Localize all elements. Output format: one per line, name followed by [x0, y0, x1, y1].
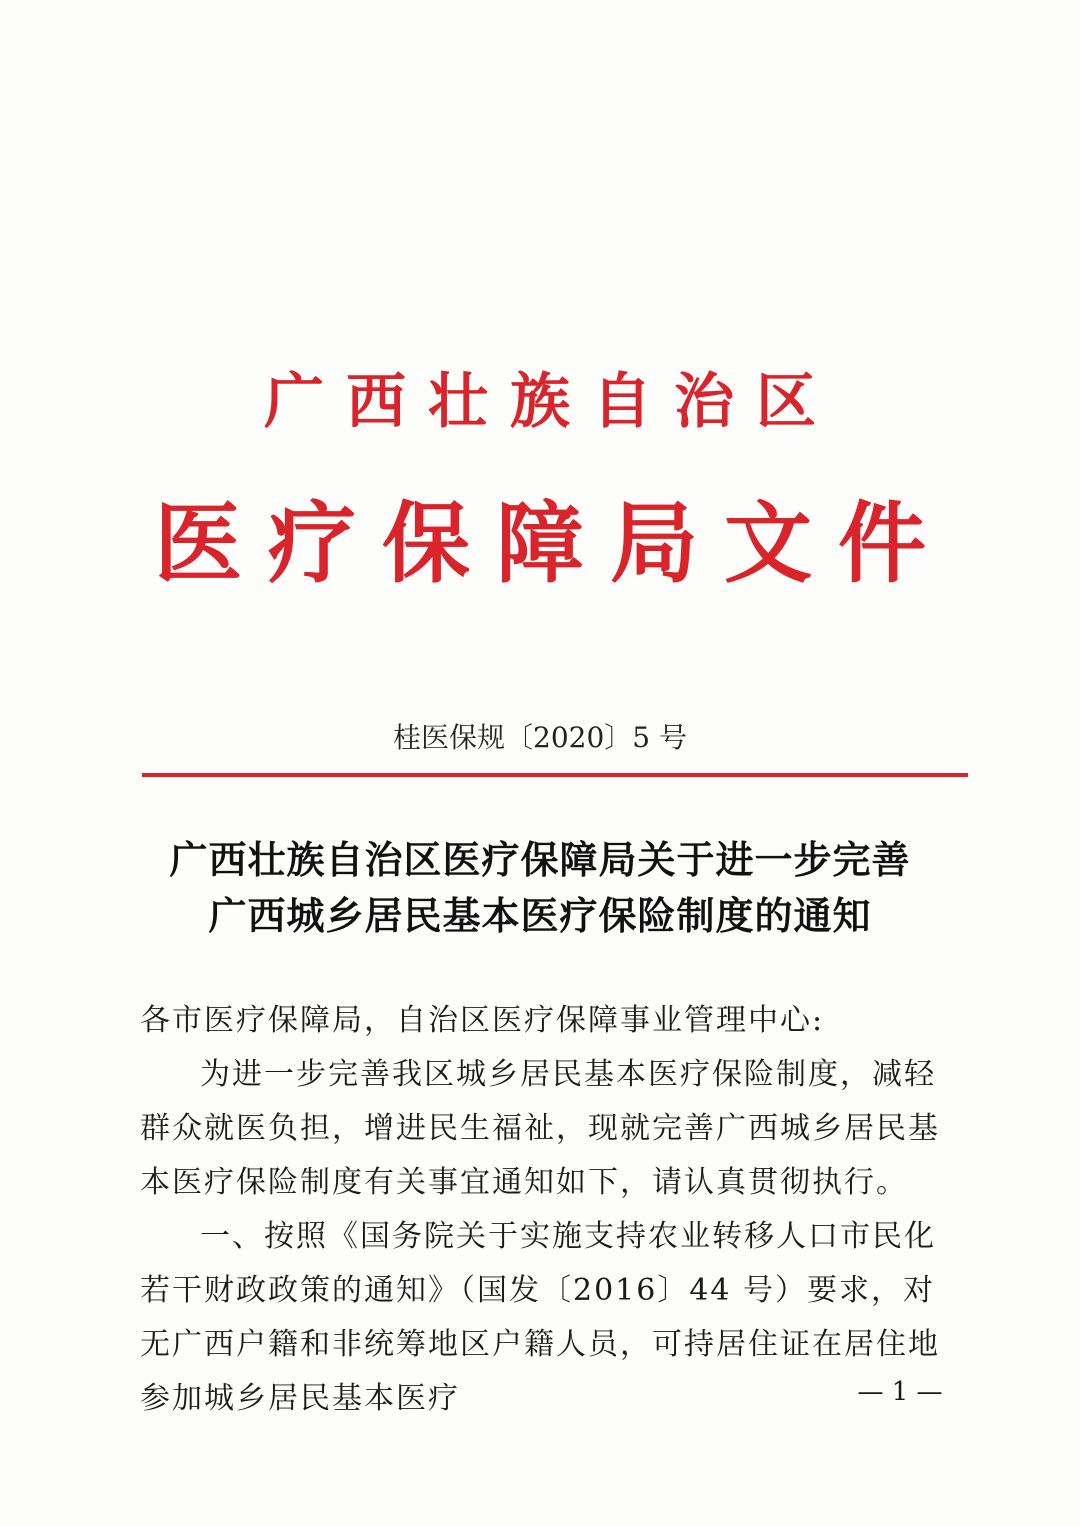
page-number: — 1 — [857, 1377, 943, 1407]
document-number: 桂医保规〔2020〕5 号 [393, 721, 687, 754]
issuing-organization-line-2: 医疗保障局文件 [153, 491, 952, 595]
red-divider-line [142, 773, 968, 777]
document-title-line-1: 广西壮族自治区医疗保障局关于进一步完善 [169, 837, 911, 882]
issuing-organization-line-1: 广西壮族自治区 [264, 367, 838, 437]
body-paragraph-1: 为进一步完善我区城乡居民基本医疗保险制度，减轻群众就医负担，增进民生福祉，现就完善广西城乡居民基本医疗保险制度有关事宜通知如下，请认真贯彻执行。 [140, 1057, 940, 1200]
document-title [120, 832, 960, 944]
salutation: 各市医疗保障局，自治区医疗保障事业管理中心: [140, 1003, 825, 1038]
document-title-line-2: 广西城乡居民基本医疗保险制度的通知 [208, 893, 872, 938]
document-body [140, 994, 960, 1426]
body-paragraph-2: 一、按照《国务院关于实施支持农业转移人口市民化若干财政政策的通知》（国发〔2016〕44 号）要求，对无广西户籍和非统筹地区户籍人员，可持居住证在居住地参加城乡居民基本医疗 [140, 1219, 940, 1416]
